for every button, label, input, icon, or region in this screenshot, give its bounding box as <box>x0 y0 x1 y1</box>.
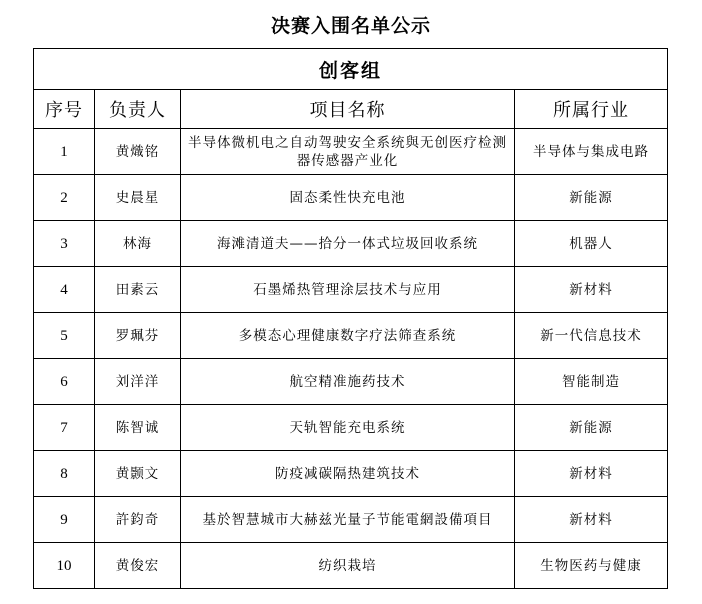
table-row <box>34 359 668 405</box>
row-project: 固态柔性快充电池 <box>181 175 515 221</box>
row-industry: 智能制造 <box>515 359 668 405</box>
row-leader: 許鈞奇 <box>95 497 181 543</box>
row-index: 8 <box>34 451 95 497</box>
row-index: 6 <box>34 359 95 405</box>
row-project: 多模态心理健康数字疗法筛查系统 <box>181 313 515 359</box>
row-project: 海滩清道夫——拾分一体式垃圾回收系统 <box>181 221 515 267</box>
row-leader: 黄熾铭 <box>95 129 181 175</box>
table-row <box>34 313 668 359</box>
table-row <box>34 221 668 267</box>
row-industry: 生物医药与健康 <box>515 543 668 589</box>
row-index: 10 <box>34 543 95 589</box>
row-index: 9 <box>34 497 95 543</box>
row-project: 石墨烯热管理涂层技术与应用 <box>181 267 515 313</box>
header-index: 序号 <box>34 90 95 129</box>
table-row <box>34 543 668 589</box>
row-index: 7 <box>34 405 95 451</box>
row-project: 纺织栽培 <box>181 543 515 589</box>
row-leader: 史晨星 <box>95 175 181 221</box>
header-leader: 负责人 <box>95 90 181 129</box>
row-industry: 机器人 <box>515 221 668 267</box>
row-index: 1 <box>34 129 95 175</box>
row-leader: 罗珮芬 <box>95 313 181 359</box>
group-title: 创客组 <box>34 49 668 90</box>
row-project: 基於智慧城市大赫兹光量子节能電網設備項目 <box>181 497 515 543</box>
table-row <box>34 267 668 313</box>
table-row <box>34 405 668 451</box>
row-industry: 新材料 <box>515 267 668 313</box>
row-project: 防疫减碳隔热建筑技术 <box>181 451 515 497</box>
row-industry: 新材料 <box>515 497 668 543</box>
row-index: 2 <box>34 175 95 221</box>
row-leader: 林海 <box>95 221 181 267</box>
table-header-row <box>34 90 668 129</box>
row-project: 天轨智能充电系统 <box>181 405 515 451</box>
page-title: 决赛入围名单公示 <box>270 15 431 37</box>
row-industry: 新能源 <box>515 175 668 221</box>
header-project: 项目名称 <box>181 90 515 129</box>
row-leader: 黄颢文 <box>95 451 181 497</box>
row-leader: 刘洋洋 <box>95 359 181 405</box>
table-row <box>34 129 668 175</box>
row-index: 3 <box>34 221 95 267</box>
row-leader: 陈智诚 <box>95 405 181 451</box>
row-project: 航空精准施药技术 <box>181 359 515 405</box>
header-industry: 所属行业 <box>515 90 668 129</box>
row-index: 4 <box>34 267 95 313</box>
row-index: 5 <box>34 313 95 359</box>
table-row <box>34 175 668 221</box>
group-title-row <box>34 49 668 90</box>
row-project: 半导体微机电之自动驾驶安全系统與无创医疗检测器传感器产业化 <box>181 129 515 175</box>
row-industry: 新材料 <box>515 451 668 497</box>
row-leader: 黄俊宏 <box>95 543 181 589</box>
row-industry: 半导体与集成电路 <box>515 129 668 175</box>
table-row <box>34 451 668 497</box>
row-industry: 新能源 <box>515 405 668 451</box>
row-leader: 田素云 <box>95 267 181 313</box>
row-industry: 新一代信息技术 <box>515 313 668 359</box>
table-row <box>34 497 668 543</box>
finalist-table <box>33 48 668 589</box>
